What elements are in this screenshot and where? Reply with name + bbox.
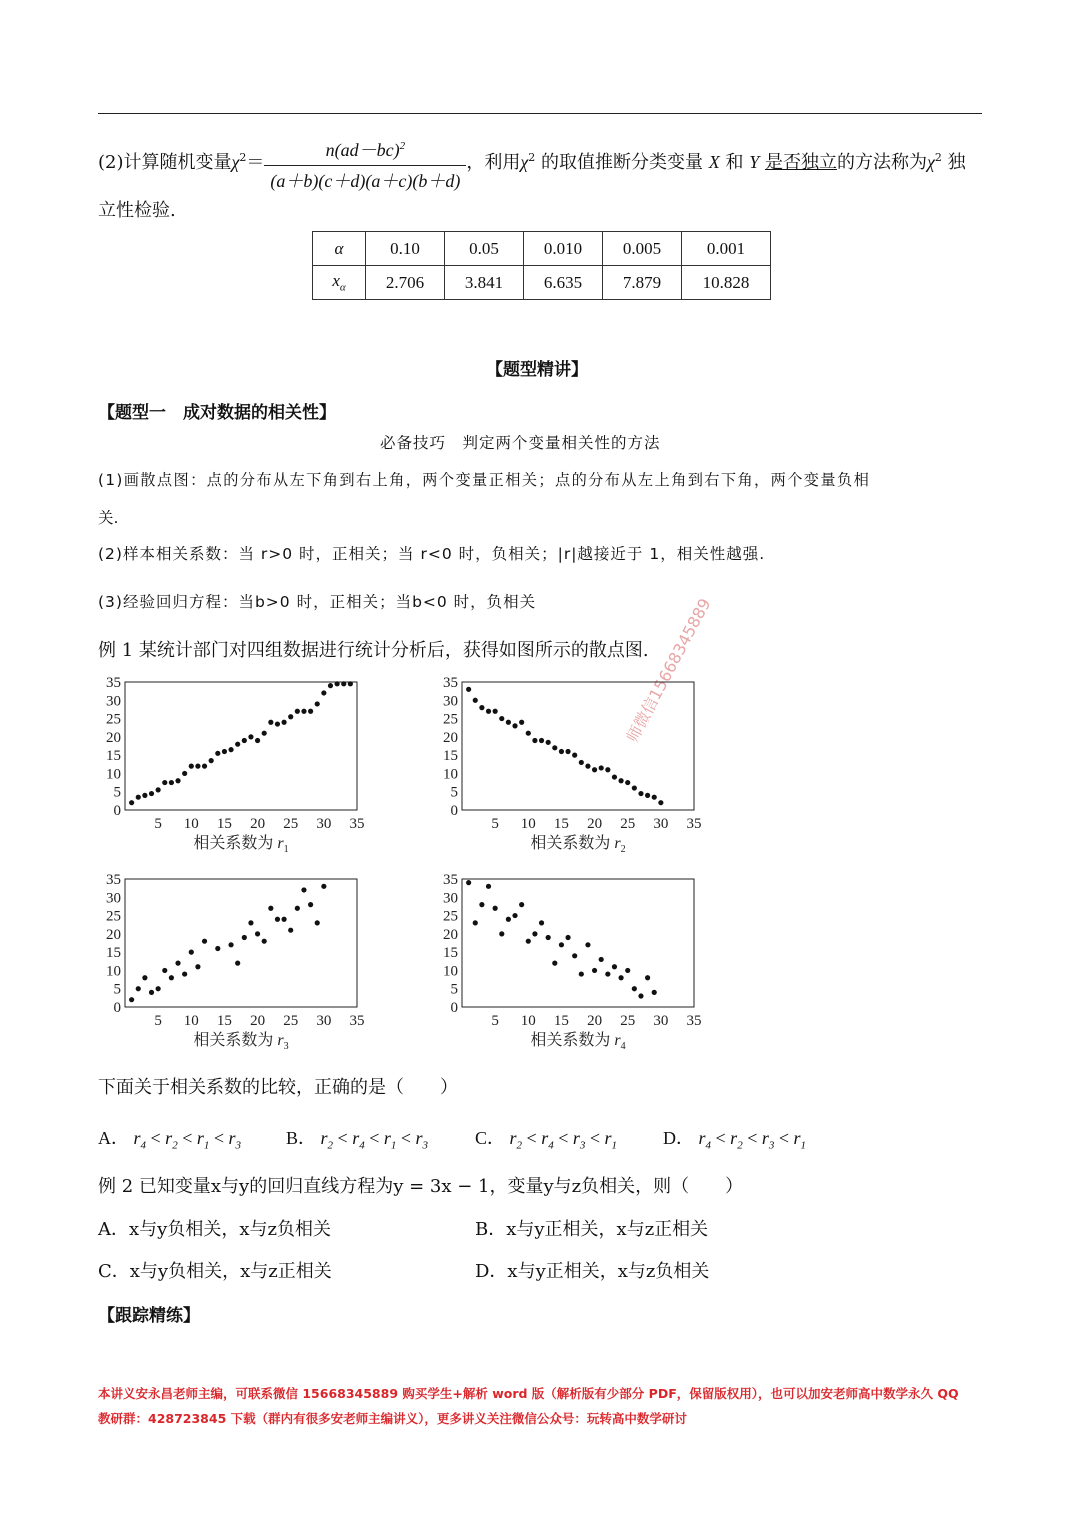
section2-mid: ，利用: [466, 152, 521, 173]
scatter-point: [473, 920, 478, 925]
option-term: $r_2$: [320, 1128, 334, 1152]
scatter-point: [301, 709, 306, 714]
table-cell: 7.879: [603, 266, 682, 300]
scatter-point: [308, 709, 313, 714]
scatter-point: [295, 709, 300, 714]
y-tick-label: 5: [450, 981, 458, 998]
y-tick-label: 25: [443, 711, 458, 728]
scatter-panel-3: [106, 872, 365, 1052]
scatter-point: [162, 968, 167, 973]
scatter-point: [473, 698, 478, 703]
scatter-point: [572, 753, 577, 758]
scatter-point: [215, 751, 220, 756]
scatter-point: [466, 880, 471, 885]
var-x: X: [708, 152, 720, 172]
scatter-point: [169, 780, 174, 785]
section2-end: 独: [947, 152, 966, 173]
scatter-point: [499, 716, 504, 721]
y-tick-label: 25: [443, 908, 458, 925]
scatter-point: [592, 767, 597, 772]
y-tick-label: 10: [443, 766, 458, 783]
y-tick-label: 30: [443, 693, 458, 710]
x-tick-label: 25: [620, 816, 636, 832]
scatter-point: [565, 935, 570, 940]
footer-line2: 教研群：428723845 下载（群内有很多安老师主编讲义），更多讲义关注微信公众号：玩转高中数学研讨: [98, 1411, 687, 1426]
footer-line1: 本讲义安永昌老师主编，可联系微信 15668345889 购买学生+解析 word 版（解析版有少部分 PDF，保留版权用），也可以加安老师高中数学永久 QQ: [98, 1386, 959, 1401]
scatter-point: [499, 931, 504, 936]
scatter-point: [281, 917, 286, 922]
y-tick-label: 20: [443, 729, 458, 746]
y-tick-label: 15: [106, 945, 121, 962]
x-tick-label: 15: [216, 1013, 232, 1029]
y-tick-label: 30: [443, 890, 458, 907]
scatter-point: [235, 742, 240, 747]
scatter-point: [175, 778, 180, 783]
y-tick-label: 35: [106, 675, 121, 691]
scatter-point: [242, 935, 247, 940]
scatter-point: [652, 795, 657, 800]
scatter-point: [652, 990, 657, 995]
scatter-point: [182, 771, 187, 776]
x-tick-label: 30: [653, 1013, 669, 1029]
x-tick-label: 25: [620, 1013, 636, 1029]
scatter-point: [195, 764, 200, 769]
scatter-panel-2: [443, 675, 702, 855]
scatter-point: [645, 975, 650, 980]
scatter-point: [136, 795, 141, 800]
scatter-point: [175, 961, 180, 966]
y-tick-label: 10: [106, 963, 121, 980]
scatter-point: [479, 705, 484, 710]
scatter-point: [202, 939, 207, 944]
x-tick-label: 20: [587, 816, 603, 832]
scatter-point: [348, 681, 353, 686]
table-cell: 3.841: [445, 266, 524, 300]
y-tick-label: 0: [113, 1000, 121, 1016]
scatter-point: [156, 986, 161, 991]
fraction-denominator: (a＋b)(c＋d)(a＋c)(b＋d): [270, 170, 461, 191]
example2-stem: 例 2 已知变量x与y的回归直线方程为y = 3x − 1，变量y与z负相关，则（ ）: [98, 1176, 744, 1197]
scatter-point: [129, 997, 134, 1002]
scatter-point: [625, 780, 630, 785]
y-tick-label: 25: [106, 711, 121, 728]
x-tick-label: 20: [250, 816, 266, 832]
section2-prefix: (2)计算随机变量: [98, 152, 232, 173]
scatter-point: [301, 887, 306, 892]
x-tick-label: 25: [283, 816, 299, 832]
y-tick-label: 15: [443, 748, 458, 765]
option-b[interactable]: B． $r_2 < r_4 < r_1 < r_3$: [286, 1128, 429, 1152]
scatter-point: [618, 975, 623, 980]
example1-stem: 例 1 某统计部门对四组数据进行统计分析后，获得如图所示的散点图.: [98, 640, 649, 661]
x-axis-label: 相关系数为 $r_2$: [530, 835, 626, 855]
section2-after-chi: 的取值推断分类变量: [535, 152, 704, 173]
option-term: $r_4$: [698, 1128, 712, 1152]
scatter-point: [136, 986, 141, 991]
scatter-point: [182, 971, 187, 976]
underlined-text: 是否独立: [764, 152, 837, 173]
scatter-point: [262, 731, 267, 736]
x-tick-label: 15: [216, 816, 232, 832]
section2-line1: (2)计算随机变量$\chi^2=$ $\frac{n(ad-bc)^2}{(a+b)(c+d)(a+c)(b+d)}$ ，利用$\chi^2$ 的取值推断分类变量 X 和 Y 是否独立的方法称为$\chi^2$ 独: [98, 128, 966, 188]
x-axis-label: 相关系数为 $r_3$: [193, 1032, 289, 1052]
x-tick-label: 30: [316, 816, 332, 832]
y-tick-label: 20: [106, 729, 121, 746]
table-cell: 2.706: [366, 266, 445, 300]
scatter-point: [638, 791, 643, 796]
x-tick-label: 5: [154, 1013, 162, 1029]
chi-square-fraction: [264, 134, 466, 193]
scatter-point: [248, 734, 253, 739]
table-cell: 6.635: [524, 266, 603, 300]
scatter-charts: [95, 672, 715, 1062]
y-tick-label: 5: [450, 784, 458, 801]
option-term: $r_3$: [415, 1128, 429, 1152]
x-tick-label: 5: [491, 1013, 499, 1029]
scatter-point: [612, 774, 617, 779]
y-tick-label: 30: [106, 890, 121, 907]
heading-skill: 必备技巧 判定两个变量相关性的方法: [380, 434, 661, 452]
y-tick-label: 0: [113, 803, 121, 819]
table-cell: $x_\alpha$: [313, 266, 366, 300]
x-axis-label: 相关系数为 $r_4$: [530, 1032, 626, 1052]
scatter-point: [539, 920, 544, 925]
example2-option-c[interactable]: C．x与y负相关，x与z正相关: [98, 1261, 332, 1282]
scatter-point: [215, 946, 220, 951]
x-tick-label: 35: [686, 816, 702, 832]
scatter-point: [599, 765, 604, 770]
x-tick-label: 35: [349, 1013, 365, 1029]
scatter-point: [466, 687, 471, 692]
scatter-point: [142, 793, 147, 798]
scatter-point: [262, 939, 267, 944]
option-term: $r_4$: [541, 1128, 554, 1152]
scatter-point: [532, 931, 537, 936]
scatter-point: [512, 913, 517, 918]
scatter-point: [592, 968, 597, 973]
scatter-point: [493, 906, 498, 911]
option-a[interactable]: A． $r_4 < r_2 < r_1 < r_3$: [98, 1128, 242, 1152]
scatter-point: [149, 791, 154, 796]
y-tick-label: 5: [113, 784, 121, 801]
plot-frame: [462, 879, 694, 1007]
table-cell: 0.10: [366, 232, 445, 266]
x-tick-label: 10: [520, 816, 536, 832]
scatter-point: [565, 749, 570, 754]
scatter-point: [235, 961, 240, 966]
scatter-point: [222, 749, 227, 754]
y-tick-label: 15: [106, 748, 121, 765]
x-tick-label: 30: [653, 816, 669, 832]
y-tick-label: 5: [113, 981, 121, 998]
option-term: $r_2$: [165, 1128, 178, 1152]
y-tick-label: 20: [106, 926, 121, 943]
scatter-point: [579, 760, 584, 765]
scatter-point: [546, 740, 551, 745]
x-tick-label: 5: [154, 816, 162, 832]
scatter-point: [572, 953, 577, 958]
x-tick-label: 5: [491, 816, 499, 832]
scatter-point: [539, 738, 544, 743]
example2-option-b[interactable]: B．x与y正相关，x与z正相关: [475, 1219, 709, 1240]
scatter-point: [479, 902, 484, 907]
footer: [98, 1381, 988, 1431]
x-tick-label: 10: [520, 1013, 536, 1029]
scatter-point: [315, 920, 320, 925]
x-tick-label: 30: [316, 1013, 332, 1029]
option-term: $r_2$: [509, 1128, 523, 1152]
scatter-point: [202, 764, 207, 769]
x-tick-label: 35: [349, 816, 365, 832]
option-term: $r_4$: [352, 1128, 365, 1152]
scatter-point: [519, 902, 524, 907]
scatter-point: [625, 968, 630, 973]
scatter-point: [308, 902, 313, 907]
header-rule: [98, 113, 982, 114]
chi-symbol: χ: [231, 152, 240, 172]
table-cell: 10.828: [682, 266, 771, 300]
scatter-point: [228, 747, 233, 752]
scatter-point: [315, 701, 320, 706]
scatter-point: [512, 723, 517, 728]
y-tick-label: 35: [106, 872, 121, 888]
table-cell: α: [313, 232, 366, 266]
fraction-numerator: $n(ad-bc)^2$: [264, 134, 466, 166]
scatter-point: [275, 721, 280, 726]
scatter-point: [559, 942, 564, 947]
scatter-point: [335, 681, 340, 686]
scatter-point: [632, 785, 637, 790]
table-cell: 0.010: [524, 232, 603, 266]
scatter-point: [268, 720, 273, 725]
table-row: [313, 232, 771, 266]
scatter-point: [228, 942, 233, 947]
scatter-point: [328, 683, 333, 688]
x-tick-label: 20: [250, 1013, 266, 1029]
y-tick-label: 0: [450, 803, 458, 819]
option-term: $r_3$: [228, 1128, 242, 1152]
plot-frame: [462, 682, 694, 810]
scatter-point: [552, 961, 557, 966]
scatter-point: [321, 690, 326, 695]
scatter-panel-1: [106, 675, 365, 855]
method-3: (3)经验回归方程：当b>0 时，正相关；当b<0 时，负相关: [98, 593, 537, 611]
scatter-point: [559, 749, 564, 754]
option-term: $r_1$: [793, 1128, 807, 1152]
scatter-point: [605, 767, 610, 772]
watermark: 师微信15668345889: [622, 595, 715, 746]
scatter-point: [248, 920, 253, 925]
method-2: (2)样本相关系数：当 r>0 时，正相关；当 r<0 时，负相关；|r|越接近于 1，相关性越强.: [98, 545, 766, 563]
scatter-point: [506, 917, 511, 922]
scatter-point: [142, 975, 147, 980]
scatter-point: [255, 738, 260, 743]
scatter-point: [209, 758, 214, 763]
y-tick-label: 35: [443, 675, 458, 691]
scatter-point: [268, 906, 273, 911]
scatter-point: [526, 731, 531, 736]
scatter-point: [506, 720, 511, 725]
scatter-point: [599, 957, 604, 962]
method-1-line2: 关.: [98, 509, 119, 527]
scatter-point: [493, 709, 498, 714]
option-term: $r_1$: [196, 1128, 210, 1152]
example1-question: 下面关于相关系数的比较，正确的是（ ）: [98, 1077, 458, 1098]
option-term: $r_3$: [572, 1128, 586, 1152]
equals-sign: ＝: [246, 152, 265, 173]
scatter-point: [605, 971, 610, 976]
scatter-point: [585, 764, 590, 769]
example2-option-a[interactable]: A．x与y负相关，x与z负相关: [98, 1219, 331, 1240]
x-axis-label: 相关系数为 $r_1$: [193, 835, 289, 855]
y-tick-label: 25: [106, 908, 121, 925]
scatter-point: [295, 906, 300, 911]
x-tick-label: 35: [686, 1013, 702, 1029]
scatter-point: [242, 738, 247, 743]
table-row: [313, 266, 771, 300]
y-tick-label: 10: [106, 766, 121, 783]
table-cell: 0.005: [603, 232, 682, 266]
scatter-point: [281, 720, 286, 725]
x-tick-label: 15: [553, 816, 569, 832]
table-cell: 0.001: [682, 232, 771, 266]
scatter-point: [585, 942, 590, 947]
y-tick-label: 20: [443, 926, 458, 943]
example2-option-d[interactable]: D．x与y正相关，x与z负相关: [475, 1261, 710, 1282]
word-he: 和: [725, 152, 744, 173]
scatter-point: [288, 714, 293, 719]
scatter-point: [162, 780, 167, 785]
x-tick-label: 10: [183, 1013, 199, 1029]
scatter-point: [638, 993, 643, 998]
scatter-point: [129, 800, 134, 805]
scatter-point: [612, 964, 617, 969]
x-tick-label: 10: [183, 816, 199, 832]
heading-type1: 【题型一 成对数据的相关性】: [98, 403, 336, 423]
scatter-point: [546, 935, 551, 940]
y-tick-label: 35: [443, 872, 458, 888]
scatter-point: [341, 681, 346, 686]
scatter-point: [645, 793, 650, 798]
scatter-point: [189, 950, 194, 955]
scatter-point: [552, 745, 557, 750]
scatter-point: [288, 928, 293, 933]
section2-line2: 立性检验.: [98, 200, 176, 221]
option-term: $r_4$: [133, 1128, 147, 1152]
scatter-point: [486, 709, 491, 714]
var-y: Y: [749, 152, 760, 172]
y-tick-label: 15: [443, 945, 458, 962]
heading-jingjiang: 【题型精讲】: [486, 360, 588, 380]
option-term: $r_2$: [730, 1128, 743, 1152]
option-term: $r_1$: [604, 1128, 618, 1152]
heading-genzong: 【跟踪精练】: [98, 1306, 200, 1326]
scatter-point: [321, 884, 326, 889]
scatter-point: [189, 764, 194, 769]
alpha-table: [312, 231, 771, 300]
option-term: $r_1$: [383, 1128, 397, 1152]
scatter-point: [255, 931, 260, 936]
scatter-point: [195, 964, 200, 969]
scatter-point: [156, 787, 161, 792]
y-tick-label: 10: [443, 963, 458, 980]
scatter-point: [632, 986, 637, 991]
scatter-point: [486, 884, 491, 889]
scatter-point: [149, 990, 154, 995]
x-tick-label: 25: [283, 1013, 299, 1029]
scatter-point: [532, 738, 537, 743]
section2-after: 的方法称为: [836, 152, 927, 173]
scatter-point: [519, 720, 524, 725]
x-tick-label: 20: [587, 1013, 603, 1029]
scatter-point: [526, 939, 531, 944]
option-d[interactable]: D． $r_4 < r_2 < r_3 < r_1$: [663, 1128, 807, 1152]
scatter-point: [658, 800, 663, 805]
y-tick-label: 30: [106, 693, 121, 710]
method-1-line1: (1)画散点图：点的分布从左下角到右上角，两个变量正相关；点的分布从左上角到右下角，两个变量负相: [98, 471, 871, 489]
scatter-point: [275, 917, 280, 922]
scatter-panel-4: [443, 872, 702, 1052]
table-cell: 0.05: [445, 232, 524, 266]
scatter-point: [618, 778, 623, 783]
scatter-point: [169, 975, 174, 980]
x-tick-label: 15: [553, 1013, 569, 1029]
option-term: $r_3$: [761, 1128, 775, 1152]
y-tick-label: 0: [450, 1000, 458, 1016]
scatter-point: [579, 971, 584, 976]
option-c[interactable]: C． $r_2 < r_4 < r_3 < r_1$: [475, 1128, 618, 1152]
